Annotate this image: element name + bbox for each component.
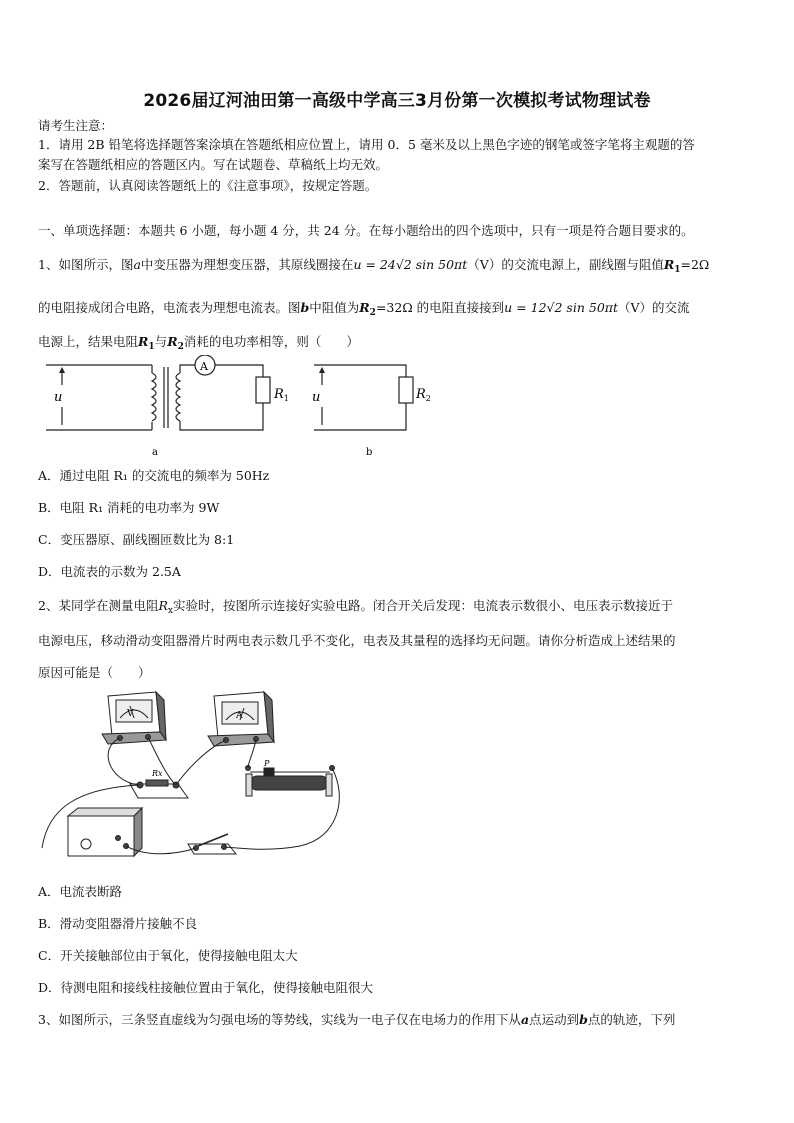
rx-fig-label: Rx [152,769,163,778]
q3-line1: 3、如图所示，三条竖直虚线为匀强电场的等势线，实线为一电子仅在电场力的作用下从a点运动到b点的轨迹，下列 [38,1012,676,1027]
q1-line2: 的电阻接成闭合电路，电流表为理想电流表。图b中阻值为$R_2=32\Omega$ 的电阻直接接到u = 12√2 sin 50πt（V）的交流 [38,300,690,318]
q2-option-a: A．电流表断路 [38,884,123,899]
q2-apparatus-figure [38,688,363,876]
caption-a: a [152,447,158,458]
notice-heading: 请考生注意： [38,118,114,133]
q1-formula1: u = 24√2 sin 50πt [353,257,468,272]
voltmeter-label: V [127,709,134,719]
u-label-b: u [312,390,321,405]
q1-line3: 电源上，结果电阻$R_1$与$R_2$消耗的电功率相等，则（ ） [38,334,359,352]
notice-item2: 2．答题前，认真阅读答题纸上的《注意事项》，按规定答题。 [38,178,378,193]
q2-option-b: B．滑动变阻器滑片接触不良 [38,916,198,931]
ammeter-label: A [200,360,208,373]
notice-item1-line1: 1．请用 2B 铅笔将选择题答案涂填在答题纸相应位置上，请用 0．5 毫米及以上黑色字迹的钢笔或签字笔将主观题的答 [38,137,695,152]
page-title: 2026届辽河油田第一高级中学高三3月份第一次模拟考试物理试卷 [143,91,651,111]
r2-label: $R_2$ [416,387,431,403]
r1-label: $R_1$ [274,387,289,403]
caption-b: b [366,447,373,458]
arrow-a [59,367,65,373]
voltmeter [102,692,166,744]
q2-option-c: C．开关接触部位由于氧化，使得接触电阻太大 [38,948,298,963]
u-label-a: u [54,390,63,405]
circuit-b [314,365,413,430]
ammeter-fig-label: A [236,711,243,721]
rheostat [246,766,335,797]
q1-circuit-figure [40,355,440,460]
q1-option-c: C．变压器原、副线圈匝数比为 8:1 [38,532,235,547]
q2-option-d: D．待测电阻和接线柱接触位置由于氧化，使得接触电阻很大 [38,980,374,995]
q1-option-b: B．电阻 R₁ 消耗的电功率为 9W [38,500,220,515]
q1-line1: 1、如图所示，图a中变压器为理想变压器，其原线圈接在u = 24√2 sin 50πt（V）的交流电源上，副线圈与阻值$R_1=2\Omega$ [38,257,710,275]
notice-item1-line2: 案写在答题纸相应的答题区内。写在试题卷、草稿纸上均无效。 [38,157,389,172]
switch [188,834,236,854]
q1-option-a: A．通过电阻 R₁ 的交流电的频率为 50Hz [38,468,270,483]
q2-line2: 电源电压，移动滑动变阻器滑片时两电表示数几乎不变化，电表及其量程的选择均无问题。请你分析造成上述结果的 [38,633,676,648]
circuit-a [46,355,270,430]
resistor-rx [130,780,188,798]
q1-option-d: D．电流表的示数为 2.5A [38,564,181,579]
q2-line3: 原因可能是（ ） [38,665,151,680]
section-heading: 一、单项选择题：本题共 6 小题，每小题 4 分，共 24 分。在每小题给出的四个选项中，只有一项是符合题目要求的。 [38,223,694,238]
p-fig-label: P [264,759,270,768]
q2-line1: 2、某同学在测量电阻$R_x$实验时，按图所示连接好实验电路。闭合开关后发现：电流表示数很小、电压表示数接近于 [38,598,673,616]
arrow-b [319,367,325,373]
q1-formula2: u = 12√2 sin 50πt [504,300,619,315]
